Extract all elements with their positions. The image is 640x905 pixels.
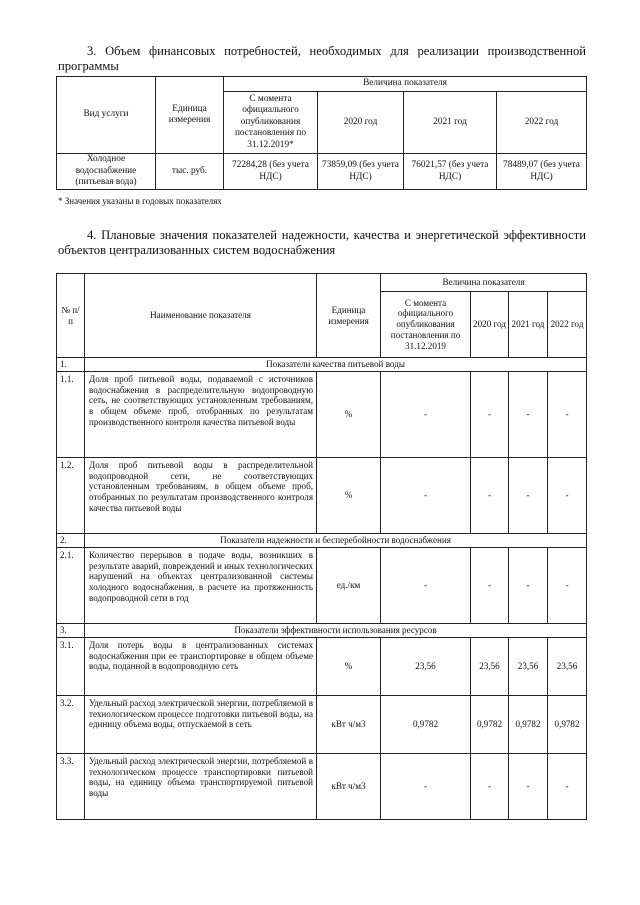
table-row — [57, 458, 587, 534]
row-2022: 23,56 — [548, 638, 587, 696]
row-2021: - — [509, 458, 548, 534]
row-2021: - — [509, 754, 548, 820]
col-2021-header: 2021 год — [404, 92, 497, 154]
row-2021: 0,9782 — [509, 696, 548, 754]
col-2022-header: 2022 год — [548, 292, 587, 358]
col-since-header: С момента официального опубликования постановления по 31.12.2019* — [224, 92, 318, 154]
row-since: 23,56 — [381, 638, 471, 696]
table-row — [57, 154, 587, 190]
section-number: 3. — [57, 624, 85, 638]
row-number: 3.2. — [57, 696, 85, 754]
row-2020: - — [471, 548, 509, 624]
row-2020: - — [471, 372, 509, 458]
row-2022: - — [548, 458, 587, 534]
row-number: 1.2. — [57, 458, 85, 534]
row-2022: - — [548, 372, 587, 458]
section3-heading: 3. Объем финансовых потребностей, необходимых для реализации производственной программы — [58, 44, 586, 73]
row-since: - — [381, 372, 471, 458]
cell-2021: 76021,57 (без учета НДС) — [404, 154, 497, 190]
row-2021: - — [509, 372, 548, 458]
section-title: Показатели надежности и бесперебойности водоснабжения — [85, 534, 587, 548]
row-2020: 0,9782 — [471, 696, 509, 754]
row-since: 0,9782 — [381, 696, 471, 754]
col-value-group-header: Величина показателя — [224, 77, 587, 92]
section4-heading: 4. Плановые значения показателей надежности, качества и энергетической эффективности объектов централизованных систем водоснабжения — [58, 228, 586, 257]
table-row — [57, 754, 587, 820]
col-unit-header: Единица измерения — [156, 77, 224, 154]
row-2022: 0,9782 — [548, 696, 587, 754]
row-name: Удельный расход электрической энергии, потребляемой в технологическом процессе транспортировки питьевой воды, на единицу объема транспортируемой питьевой воды — [85, 754, 317, 820]
row-number: 2.1. — [57, 548, 85, 624]
row-name: Количество перерывов в подаче воды, возникших в результате аварий, повреждений и иных технологических нарушений на объектах централизованной системы холодного водоснабжения, в расчете на протяженность водопроводной сети в год — [85, 548, 317, 624]
row-number: 3.1. — [57, 638, 85, 696]
section-row — [57, 534, 587, 548]
col-2020-header: 2020 год — [318, 92, 404, 154]
row-unit: ед./км — [317, 548, 381, 624]
table-row — [57, 638, 587, 696]
section-title: Показатели качества питьевой воды — [85, 358, 587, 372]
col-service-header: Вид услуги — [57, 77, 156, 154]
cell-2022: 78489,07 (без учета НДС) — [497, 154, 587, 190]
col-unit-header: Единица измерения — [317, 274, 381, 358]
section-row — [57, 624, 587, 638]
row-2022: - — [548, 548, 587, 624]
row-2022: - — [548, 754, 587, 820]
row-number: 1.1. — [57, 372, 85, 458]
row-name: Доля проб питьевой воды в распределительной водопроводной сети, не соответствующих установленным требованиям, в общем объеме проб, отобранных по результатам производственного контроля качества питьевой воды — [85, 458, 317, 534]
cell-service: Холодное водоснабжение (питьевая вода) — [57, 154, 156, 190]
row-2020: - — [471, 754, 509, 820]
row-2020: - — [471, 458, 509, 534]
col-num-header: № п/п — [57, 274, 85, 358]
indicators-table — [56, 273, 587, 820]
row-name: Доля проб питьевой воды, подаваемой с источников водоснабжения в распределительную водопроводную сеть, не соответствующих установленным требованиям, в общем объеме проб, отобранных по результатам производственного контроля качества питьевой воды — [85, 372, 317, 458]
cell-unit: тыс. руб. — [156, 154, 224, 190]
row-2021: 23,56 — [509, 638, 548, 696]
row-2021: - — [509, 548, 548, 624]
col-2020-header: 2020 год — [471, 292, 509, 358]
table-row — [57, 696, 587, 754]
row-unit: % — [317, 638, 381, 696]
section-row — [57, 358, 587, 372]
col-name-header: Наименование показателя — [85, 274, 317, 358]
col-2022-header: 2022 год — [497, 92, 587, 154]
row-number: 3.3. — [57, 754, 85, 820]
row-unit: кВт ч/м3 — [317, 696, 381, 754]
financial-needs-table — [56, 76, 587, 190]
section-number: 2. — [57, 534, 85, 548]
section-title: Показатели эффективности использования ресурсов — [85, 624, 587, 638]
row-unit: % — [317, 372, 381, 458]
row-since: - — [381, 548, 471, 624]
col-since-header: С момента официального опубликования постановления по 31.12.2019 — [381, 292, 471, 358]
row-since: - — [381, 754, 471, 820]
table-row — [57, 548, 587, 624]
row-name: Доля потерь воды в централизованных системах водоснабжения при ее транспортировке в общем объеме воды, поданной в водопроводную сеть — [85, 638, 317, 696]
cell-2020: 73859,09 (без учета НДС) — [318, 154, 404, 190]
row-unit: кВт ч/м3 — [317, 754, 381, 820]
row-unit: % — [317, 458, 381, 534]
col-value-group-header: Величина показателя — [381, 274, 587, 292]
table-row — [57, 372, 587, 458]
footnote: * Значения указаны в годовых показателях — [58, 196, 222, 206]
row-since: - — [381, 458, 471, 534]
col-2021-header: 2021 год — [509, 292, 548, 358]
section-number: 1. — [57, 358, 85, 372]
row-2020: 23,56 — [471, 638, 509, 696]
row-name: Удельный расход электрической энергии, потребляемой в технологическом процессе подготовки питьевой воды, на единицу объема воды, отпускаемой в сеть — [85, 696, 317, 754]
cell-since: 72284,28 (без учета НДС) — [224, 154, 318, 190]
